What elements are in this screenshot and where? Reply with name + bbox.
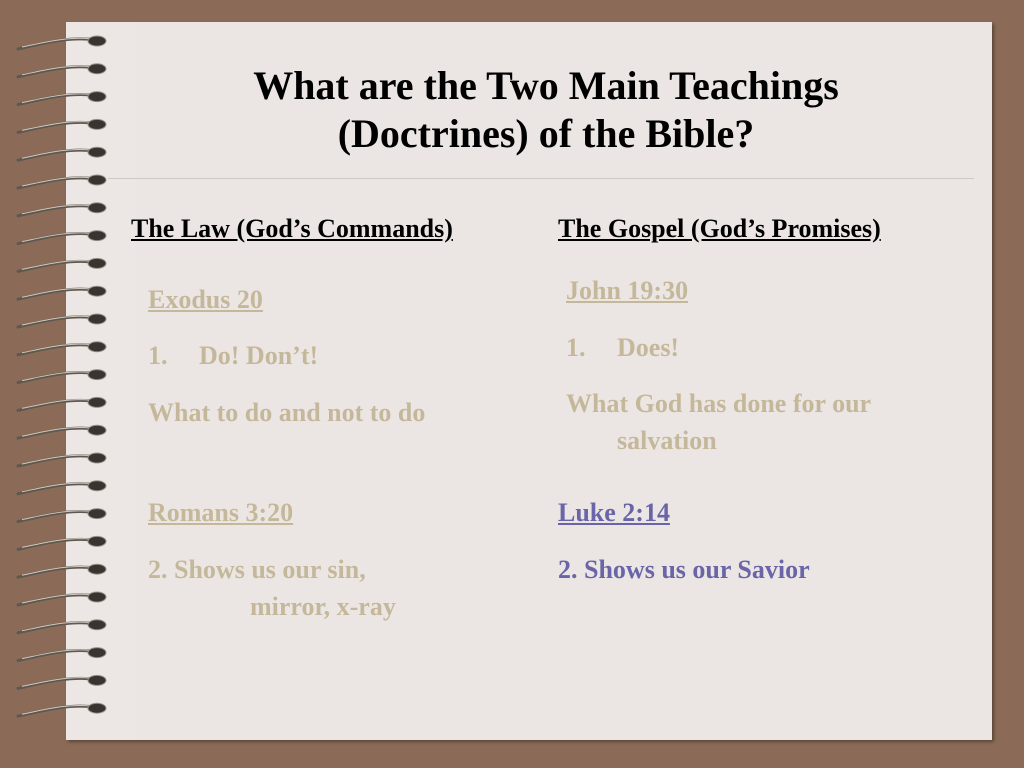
law-ref-romans[interactable]: Romans 3:20 [148, 498, 294, 527]
law-heading: The Law (God’s Commands) [131, 214, 453, 243]
gospel-item-1-text: Does! [617, 333, 680, 362]
law-item-1-number: 1. [148, 341, 168, 370]
title-line-1: What are the Two Main Teachings [253, 63, 839, 108]
gospel-ref-john[interactable]: John 19:30 [566, 276, 689, 305]
law-ref-exodus[interactable]: Exodus 20 [148, 285, 263, 314]
law-item-2-line-2: mirror, x-ray [250, 592, 396, 621]
gospel-item-2-text: 2. Shows us our Savior [558, 555, 810, 584]
gospel-ref-luke[interactable]: Luke 2:14 [558, 498, 670, 527]
law-item-1-description: What to do and not to do [148, 398, 426, 427]
gospel-heading: The Gospel (God’s Promises) [558, 214, 881, 243]
gospel-item-1-description-line-2: salvation [617, 426, 717, 455]
gospel-item-1-number: 1. [566, 333, 586, 362]
slide-title [96, 62, 996, 158]
title-line-2: (Doctrines) of the Bible? [337, 111, 755, 156]
law-item-2-line-1: 2. Shows us our sin, [148, 555, 366, 584]
law-item-1-text: Do! Don’t! [199, 341, 319, 370]
gospel-item-1-description-line-1: What God has done for our [566, 389, 872, 418]
title-divider [108, 178, 974, 179]
